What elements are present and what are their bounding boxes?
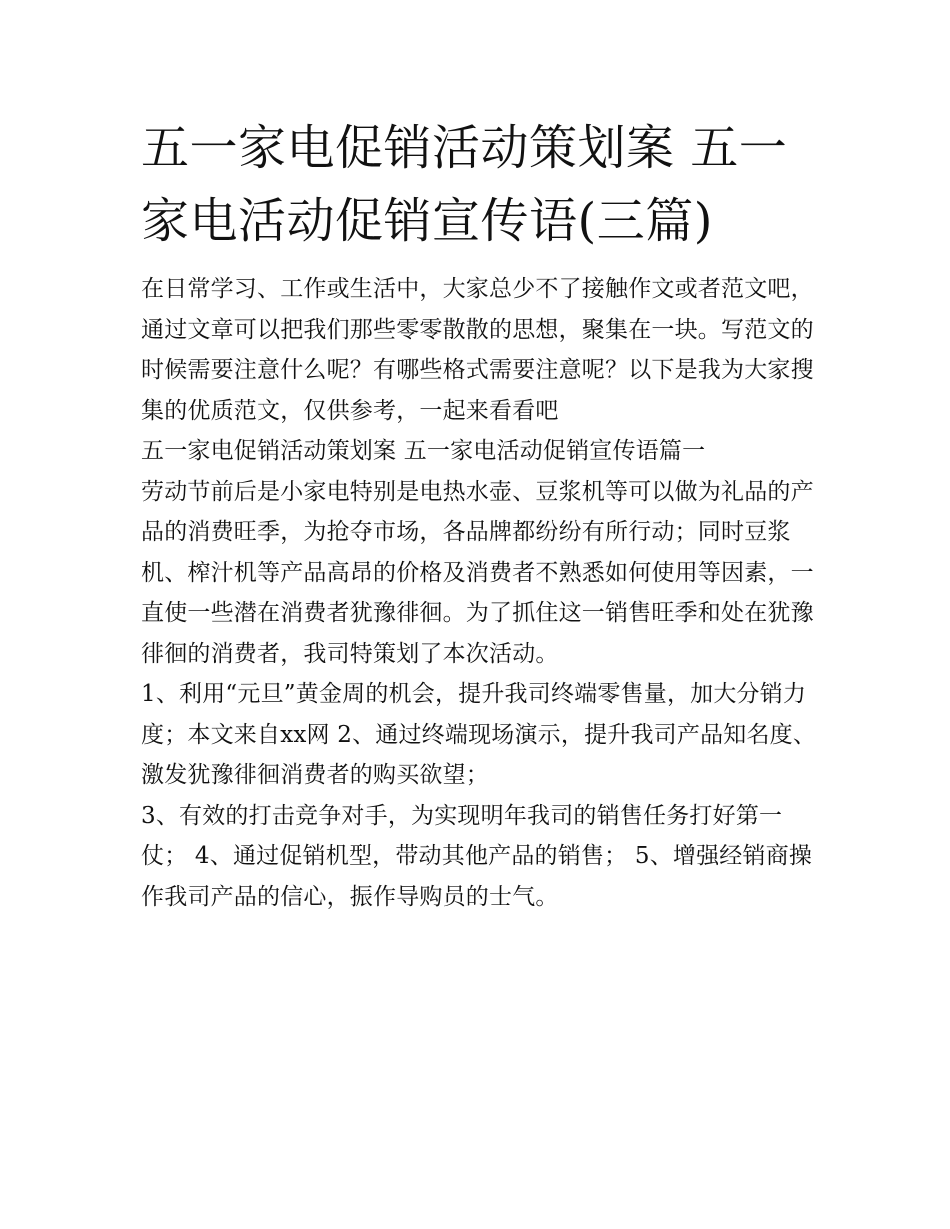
document-body (141, 269, 821, 917)
section-heading: 五一家电促销活动策划案 五一家电活动促销宣传语篇一 (141, 438, 706, 464)
document-title: 五一家电促销活动策划案 五一家电活动促销宣传语(三篇) (141, 120, 788, 249)
goals-paragraph-2: 3、有效的打击竞争对手，为实现明年我司的销售任务打好第一仗； 4、通过促销机型，带动其他产品的销售； 5、增强经销商操作我司产品的信心，振作导购员的士气。 (141, 802, 813, 910)
background-paragraph: 劳动节前后是小家电特别是电热水壶、豆浆机等可以做为礼品的产品的消费旺季，为抢夺市场，各品牌都纷纷有所行动；同时豆浆机、榨汁机等产品高昂的价格及消费者不熟悉如何使用等因素，一直使一些潜在消费者犹豫徘徊。为了抓住这一销售旺季和处在犹豫徘徊的消费者，我司特策划了本次活动。 (141, 478, 814, 667)
intro-paragraph: 在日常学习、工作或生活中，大家总少不了接触作文或者范文吧，通过文章可以把我们那些零零散散的思想，聚集在一块。写范文的时候需要注意什么呢？有哪些格式需要注意呢？以下是我为大家搜集的优质范文，仅供参考，一起来看看吧 (141, 276, 814, 424)
document-page (141, 112, 821, 917)
goals-paragraph-1: 1、利用“元旦”黄金周的机会，提升我司终端零售量，加大分销力度；本文来自xx网 2、通过终端现场演示，提升我司产品知名度、激发犹豫徘徊消费者的购买欲望； (141, 681, 817, 788)
